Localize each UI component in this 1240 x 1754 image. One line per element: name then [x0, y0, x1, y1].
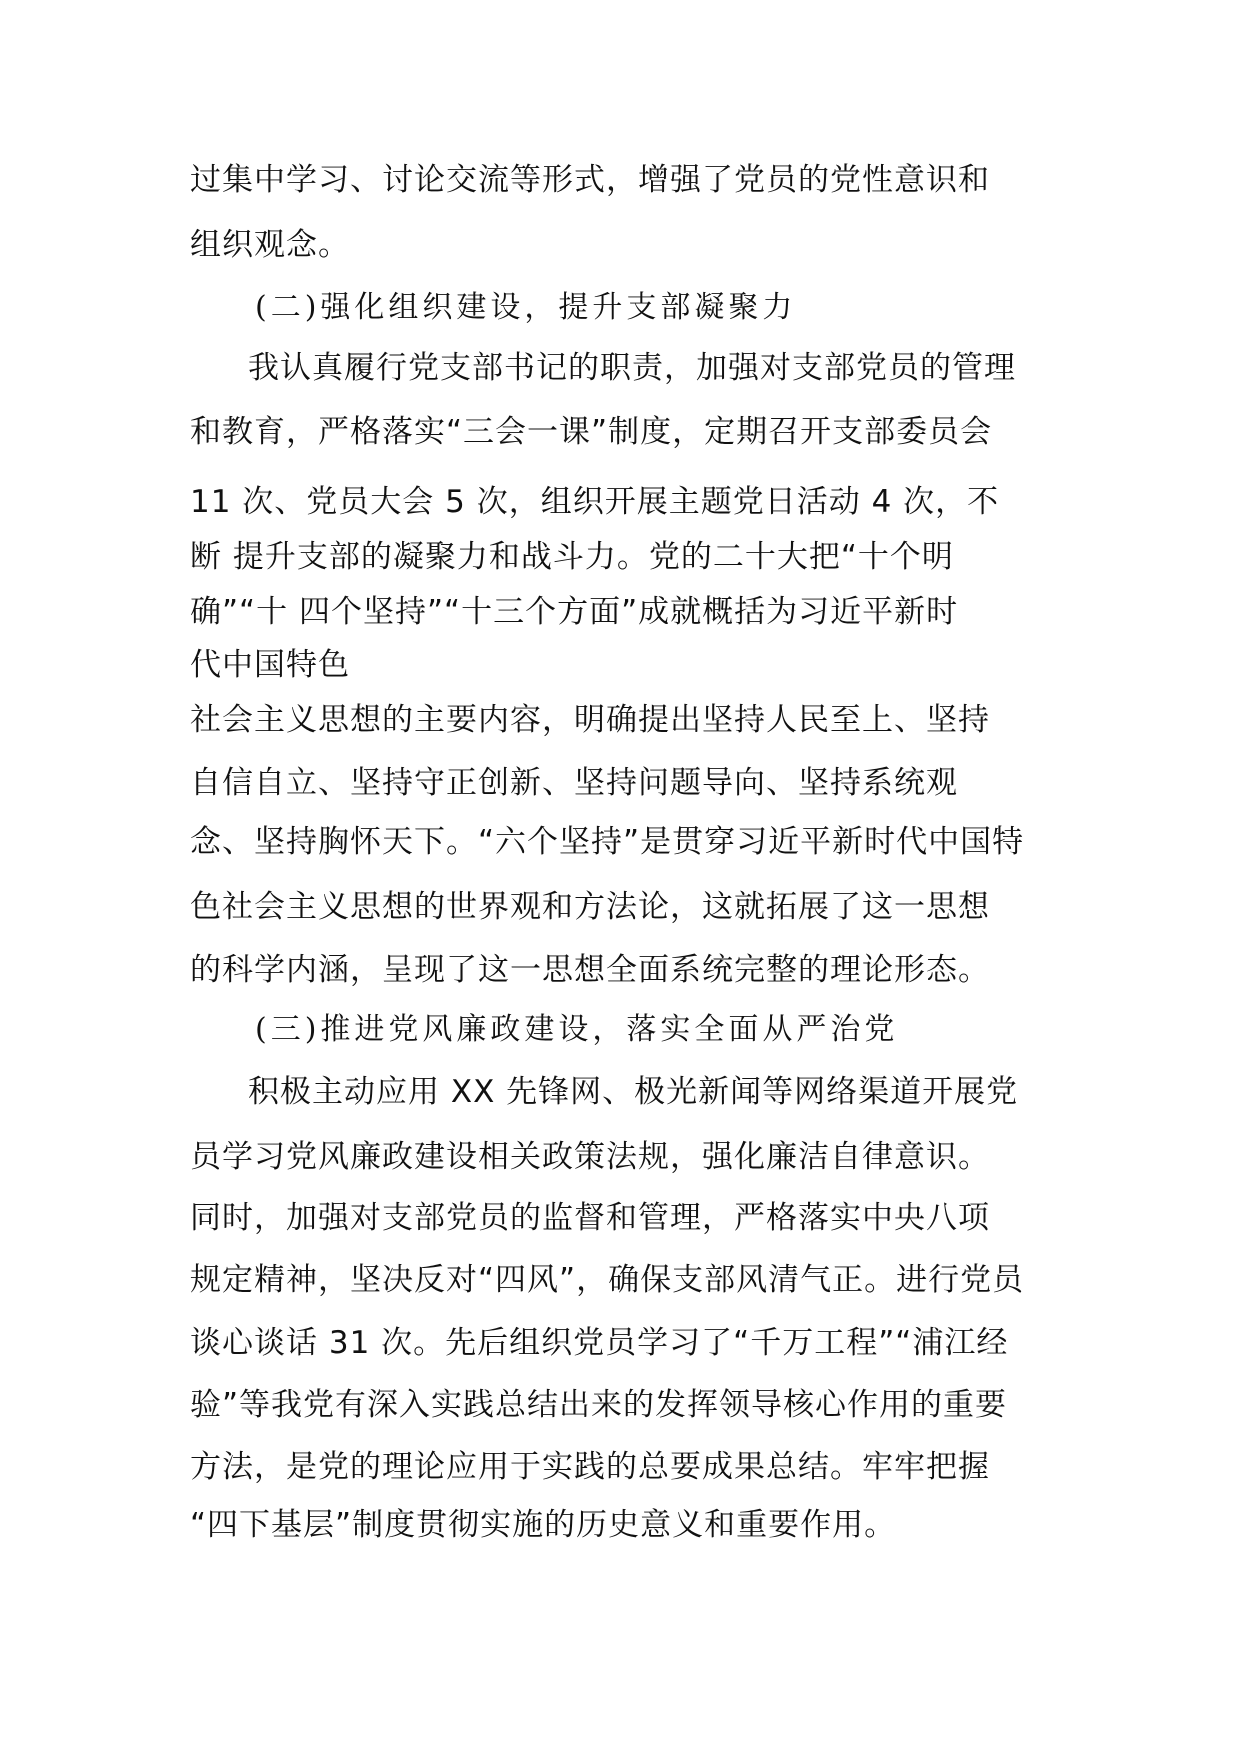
body-line: 组织观念。 — [190, 227, 350, 263]
body-line: 同时，加强对支部党员的监督和管理，严格落实中央八项 — [190, 1200, 990, 1236]
body-line: 色社会主义思想的世界观和方法论，这就拓展了这一思想 — [190, 889, 990, 925]
body-line: 断 提升支部的凝聚力和战斗力。党的二十大把“十个明 — [190, 539, 954, 575]
body-line: 谈心谈话 31 次。先后组织党员学习了“千万工程”“浦江经 — [190, 1325, 1009, 1361]
body-line: 方法，是党的理论应用于实践的总要成果总结。牢牢把握 — [190, 1449, 990, 1485]
body-line: 和教育，严格落实“三会一课”制度，定期召开支部委员会 — [190, 414, 993, 450]
body-line: 11 次、党员大会 5 次，组织开展主题党日活动 4 次，不 — [190, 484, 1000, 520]
body-line: 确”“十 四个坚持”“十三个方面”成就概括为习近平新时 — [190, 594, 959, 630]
body-line: 员学习党风廉政建设相关政策法规，强化廉洁自律意识。 — [190, 1139, 990, 1175]
body-line: 社会主义思想的主要内容，明确提出坚持人民至上、坚持 — [190, 702, 990, 738]
section-heading-2: (二)强化组织建设，提升支部凝聚力 — [255, 290, 797, 325]
body-line: 过集中学习、讨论交流等形式，增强了党员的党性意识和 — [190, 162, 990, 198]
body-line: 我认真履行党支部书记的职责，加强对支部党员的管理 — [248, 350, 1016, 386]
body-line: 积极主动应用 XX 先锋网、极光新闻等网络渠道开展党 — [248, 1074, 1019, 1110]
body-line: 自信自立、坚持守正创新、坚持问题导向、坚持系统观 — [190, 765, 958, 801]
body-line: 代中国特色 — [190, 647, 350, 683]
body-line: “四下基层”制度贯彻实施的历史意义和重要作用。 — [190, 1507, 897, 1543]
body-line: 的科学内涵，呈现了这一思想全面系统完整的理论形态。 — [190, 952, 990, 988]
body-line: 规定精神，坚决反对“四风”，确保支部风清气正。进行党员 — [190, 1262, 1025, 1298]
body-line: 念、坚持胸怀天下。“六个坚持”是贯穿习近平新时代中国特 — [190, 824, 1025, 860]
section-heading-3: (三)推进党风廉政建设，落实全面从严治党 — [255, 1012, 899, 1047]
body-line: 验”等我党有深入实践总结出来的发挥领导核心作用的重要 — [190, 1387, 1008, 1423]
